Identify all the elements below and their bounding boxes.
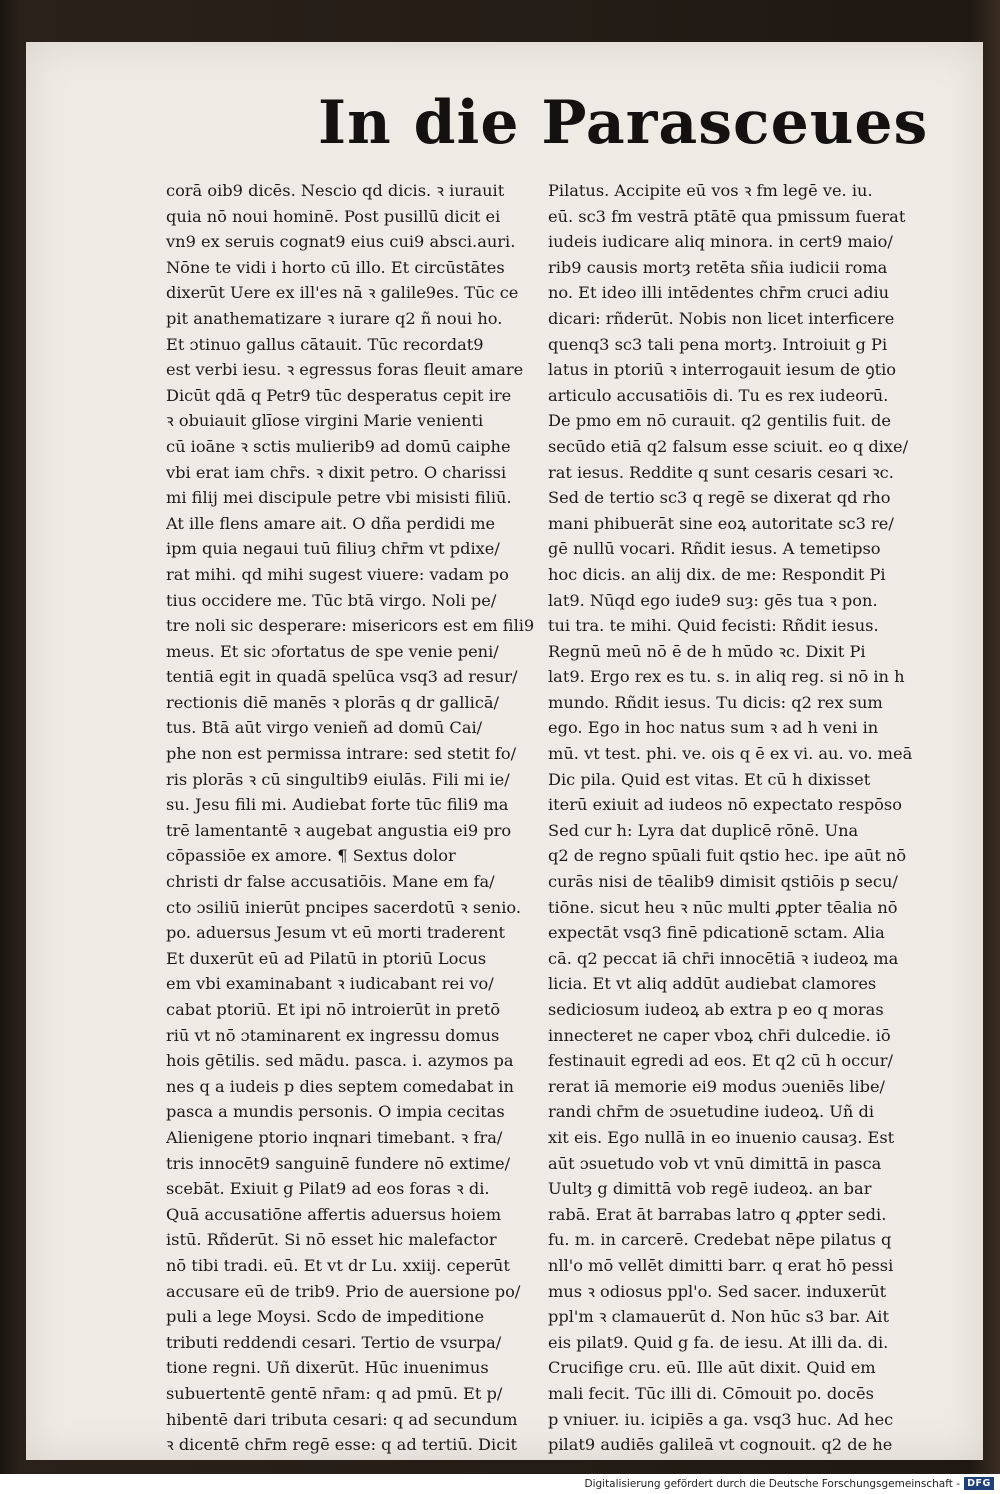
text-line: mani phibuerāt sine eoꝝ autoritate sc3 re/ bbox=[548, 513, 894, 533]
text-line: fu. m. in carcerē. Credebat nēpe pilatus q bbox=[548, 1230, 892, 1250]
text-line: articulo accusatiōis di. Tu es rex iudeorū. bbox=[548, 385, 889, 405]
text-line: latus in ptoriū ꝛ interrogauit iesum de ꝯtio bbox=[548, 360, 897, 380]
text-column-left bbox=[166, 178, 562, 1458]
text-line: ipm quia negaui tuū filiuȝ chr̄m vt pdixe/ bbox=[166, 539, 500, 559]
text-line: no. Et ideo illi intēdentes chr̄m cruci adiu bbox=[548, 283, 890, 303]
text-line: christi dr false accusatiōis. Mane em fa/ bbox=[166, 872, 495, 892]
text-line: trē lamentantē ꝛ augebat angustia ei9 pro bbox=[166, 820, 512, 840]
text-line: iterū exiuit ad iudeos nō expectato respōso bbox=[548, 795, 902, 815]
text-line: Et duxerūt eū ad Pilatū in ptoriū Locus bbox=[166, 948, 487, 968]
text-line: festinauit egredi ad eos. Et q2 cū h occur/ bbox=[548, 1051, 893, 1071]
text-line: em vbi examinabant ꝛ iudicabant rei vo/ bbox=[166, 974, 494, 994]
text-line: lat9. Ergo rex es tu. s. in aliq reg. si nō in h bbox=[548, 667, 905, 687]
text-line: cōpassiōe ex amore. ¶ Sextus dolor bbox=[166, 846, 456, 866]
text-line: mundo. Rñdit iesus. Tu dicis: q2 rex sum bbox=[548, 692, 883, 712]
text-line: iudeis iudicare aliq minora. in cert9 maio/ bbox=[548, 232, 893, 252]
text-line: Quā accusatiōne affertis aduersus hoiem bbox=[166, 1204, 502, 1224]
text-column-right bbox=[548, 178, 952, 1458]
text-line: dicari: rñderūt. Nobis non licet interficere bbox=[548, 308, 895, 328]
text-line: rat mihi. qd mihi sugest viuere: vadam po bbox=[166, 564, 509, 584]
text-line: cū ioāne ꝛ sctis mulierib9 ad domū caiphe bbox=[166, 436, 511, 456]
funding-credit: Digitalisierung gefördert durch die Deutsche Forschungsgemeinschaft - bbox=[584, 1478, 960, 1490]
text-line: xit eis. Ego nullā in eo inuenio causaȝ. Est bbox=[548, 1127, 895, 1147]
text-line: istū. Rñderūt. Si nō esset hic malefactor bbox=[166, 1230, 497, 1250]
text-line: mi filij mei discipule petre vbi misisti filiū. bbox=[166, 488, 512, 508]
dfg-logo: DFG bbox=[964, 1477, 994, 1490]
text-line: Et ɔtinuo gallus cātauit. Tūc recordat9 bbox=[166, 334, 484, 354]
text-line: sediciosum iudeoꝝ ab extra p eo q moras bbox=[548, 1000, 884, 1019]
text-line: ris plorās ꝛ cū singultib9 eiulās. Fili mi ie/ bbox=[166, 769, 510, 789]
text-line: mali fecit. Tūc illi di. Cōmouit po. docēs bbox=[548, 1383, 874, 1403]
text-line: Crucifige cru. eū. Ille aūt dixit. Quid em bbox=[548, 1358, 876, 1378]
text-line: subuertentē gentē nr̄am: q ad pmū. Et p/ bbox=[166, 1383, 503, 1403]
text-line: est verbi iesu. ꝛ egressus foras fleuit amare bbox=[166, 360, 524, 380]
text-line: Pilatus. Accipite eū vos ꝛ fm legē ve. iu. bbox=[548, 181, 873, 200]
text-line: curās nisi de tēalib9 dimisit qstiōis p secu/ bbox=[548, 872, 898, 892]
text-line: p vniuer. iu. icipiēs a ga. vsq3 huc. Ad hec bbox=[548, 1409, 894, 1429]
text-line: cabat ptoriū. Et ipi nō introierūt in pretō bbox=[166, 1000, 501, 1019]
text-line: Sed cur h: Lyra dat duplicē rōnē. Una bbox=[548, 820, 859, 840]
text-line: ppl'm ꝛ clamauerūt d. Non hūc s3 bar. Ait bbox=[548, 1307, 889, 1327]
text-line: expectāt vsq3 finē pdicationē sctam. Alia bbox=[548, 923, 885, 943]
text-line: vbi erat iam chr̄s. ꝛ dixit petro. O charissi bbox=[166, 462, 507, 482]
text-line: tiōne. sicut heu ꝛ nūc multi ꝓpter tēalia nō bbox=[548, 897, 898, 917]
text-line: puli a lege Moysi. Scdo de impeditione bbox=[166, 1307, 485, 1327]
text-line: nō tibi tradi. eū. Et vt dr Lu. xxiij. ceperūt bbox=[166, 1255, 510, 1275]
text-line: rib9 causis mortȝ retēta sñia iudicii roma bbox=[548, 257, 888, 277]
text-line: cā. q2 peccat iā chr̄i innocētiā ꝛ iudeoꝝ ma bbox=[548, 948, 899, 968]
text-line: vn9 ex seruis cognat9 eius cui9 absci.auri. bbox=[166, 232, 516, 252]
text-line: tus. Btā aūt virgo venieñ ad domū Cai/ bbox=[166, 718, 483, 738]
text-line: De pmo em nō curauit. q2 gentilis fuit. de bbox=[548, 411, 891, 431]
text-line: hibentē dari tributa cesari: q ad secundum bbox=[166, 1409, 518, 1429]
text-line: q2 de regno spūali fuit qstio hec. ipe aūt nō bbox=[548, 846, 907, 866]
text-line: po. aduersus Jesum vt eū morti traderent bbox=[166, 923, 506, 943]
text-line: phe non est permissa intrare: sed stetit fo/ bbox=[166, 744, 517, 764]
text-line: tentiā egit in quadā spelūca vsq3 ad resur/ bbox=[166, 667, 518, 687]
text-line: secūdo etiā q2 falsum esse sciuit. eo q dixe/ bbox=[548, 436, 909, 456]
text-line: mus ꝛ odiosus ppl'o. Sed sacer. induxerūt bbox=[548, 1281, 887, 1301]
text-line: accusare eū de trib9. Prio de auersione po/ bbox=[166, 1281, 521, 1301]
text-line: pasca a mundis personis. O impia cecitas bbox=[166, 1102, 505, 1122]
text-line: ego. Ego in hoc natus sum ꝛ ad h veni in bbox=[548, 718, 879, 738]
text-line: aūt ɔsuetudo vob vt vnū dimittā in pasca bbox=[548, 1153, 882, 1173]
text-line: Dic pila. Quid est vitas. Et cū h dixisset bbox=[548, 769, 871, 789]
text-line: dixerūt Uere ex ill'es nā ꝛ galile9es. Tūc ce bbox=[166, 283, 519, 303]
text-line: Regnū meū nō ē de h mūdo ꝛc. Dixit Pi bbox=[548, 641, 866, 661]
text-line: rerat iā memorie ei9 modus ɔueniēs libe/ bbox=[548, 1076, 885, 1096]
text-line: pit anathematizare ꝛ iurare q2 ñ noui ho. bbox=[166, 308, 503, 328]
text-line: rabā. Erat āt barrabas latro q ꝓpter sedi. bbox=[548, 1204, 887, 1224]
text-line: licia. Et vt aliq addūt audiebat clamores bbox=[548, 974, 877, 994]
text-line: gē nullū vocari. Rñdit iesus. A temetipso bbox=[548, 539, 881, 559]
text-line: su. Jesu fili mi. Audiebat forte tūc fili9 ma bbox=[166, 795, 509, 815]
text-line: eū. sc3 fm vestrā ptātē qua pmissum fuerat bbox=[548, 206, 906, 226]
text-line: nes q a iudeis p dies septem comedabat in bbox=[166, 1076, 514, 1096]
page-heading: In die Parasceues bbox=[318, 88, 929, 158]
text-line: ꝛ obuiauit glīose virgini Marie venienti bbox=[166, 411, 484, 431]
text-line: tius occidere me. Tūc btā virgo. Noli pe/ bbox=[166, 590, 497, 610]
text-line: At ille flens amare ait. O dña perdidi me bbox=[166, 513, 496, 533]
text-line: scebāt. Exiuit g Pilat9 ad eos foras ꝛ di. bbox=[166, 1179, 490, 1199]
text-line: rectionis diē manēs ꝛ plorās q dr gallicā/ bbox=[166, 692, 500, 712]
text-line: cto ɔsiliū inierūt pncipes sacerdotū ꝛ senio. bbox=[166, 897, 521, 917]
text-line: tione regni. Uñ dixerūt. Hūc inuenimus bbox=[166, 1358, 489, 1378]
text-line: riū vt nō ɔtaminarent ex ingressu domus bbox=[166, 1025, 500, 1045]
text-line: Sed de tertio sc3 q regē se dixerat qd rho bbox=[548, 488, 891, 508]
text-line: ꝛ dicentē chr̄m regē esse: q ad tertiū. Dicit bbox=[166, 1435, 517, 1455]
text-line: tre noli sic desperare: misericors est em fili9 bbox=[166, 616, 535, 636]
text-line: meus. Et sic ɔfortatus de spe venie peni/ bbox=[166, 641, 499, 661]
text-line: corā oib9 dicēs. Nescio qd dicis. ꝛ iurauit bbox=[166, 181, 505, 200]
text-line: mū. vt test. phi. ve. ois q ē ex vi. au. vo. meā bbox=[548, 744, 913, 764]
text-line: lat9. Nūqd ego iude9 suȝ: gēs tua ꝛ pon. bbox=[548, 590, 878, 610]
text-line: eis pilat9. Quid g fa. de iesu. At illi da. di. bbox=[548, 1332, 889, 1352]
text-line: pilat9 audiēs galileā vt cognouit. q2 de he bbox=[548, 1435, 893, 1455]
text-line: hoc dicis. an alij dix. de me: Respondit Pi bbox=[548, 564, 886, 584]
text-line: Uultȝ g dimittā vob regē iudeoꝝ. an bar bbox=[548, 1179, 872, 1199]
text-line: Nōne te vidi i horto cū illo. Et circūstātes bbox=[166, 257, 505, 277]
text-line: tris innocēt9 sanguinē fundere nō extime/ bbox=[166, 1153, 511, 1173]
text-line: innecteret ne caper vboꝝ chr̄i dulcedie. iō bbox=[548, 1025, 891, 1045]
text-line: nll'o mō vellēt dimitti barr. q erat hō pessi bbox=[548, 1255, 894, 1275]
text-line: randi chr̄m de ɔsuetudine iudeoꝝ. Uñ di bbox=[548, 1102, 875, 1122]
text-line: tui tra. te mihi. Quid fecisti: Rñdit iesus. bbox=[548, 616, 879, 636]
text-line: Dicūt qdā q Petr9 tūc desperatus cepit ire bbox=[166, 385, 512, 405]
text-line: quenq3 sc3 tali pena mortȝ. Introiuit g Pi bbox=[548, 334, 888, 354]
text-line: rat iesus. Reddite q sunt cesaris cesari ꝛc. bbox=[548, 462, 894, 482]
text-line: quia nō noui hominē. Post pusillū dicit ei bbox=[166, 206, 501, 226]
text-line: tributi reddendi cesari. Tertio de vsurpa/ bbox=[166, 1332, 502, 1352]
text-line: hois gētilis. sed mādu. pasca. i. azymos pa bbox=[166, 1051, 514, 1071]
text-line: Alienigene ptorio inqnari timebant. ꝛ fra/ bbox=[166, 1127, 503, 1147]
